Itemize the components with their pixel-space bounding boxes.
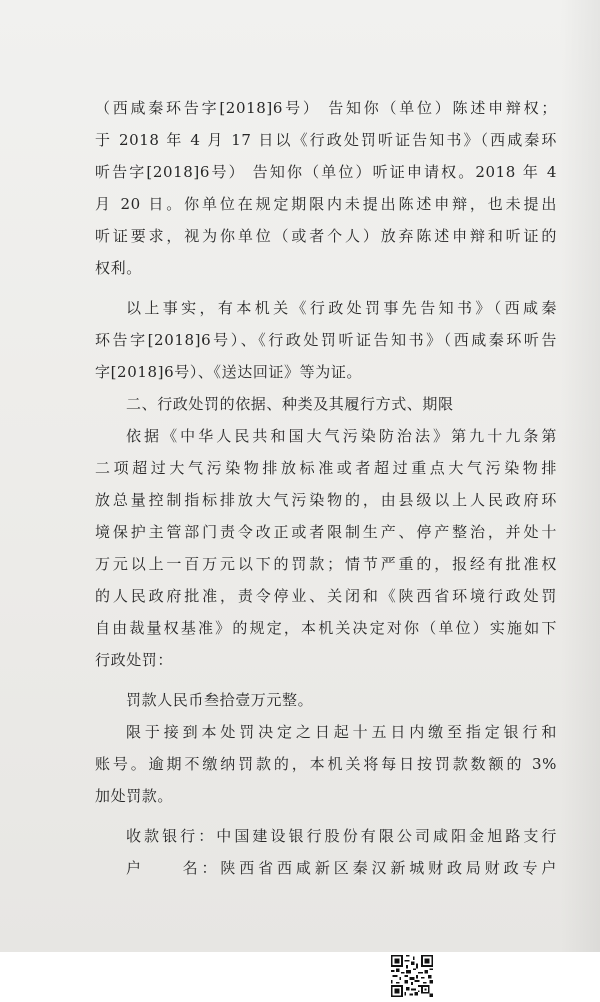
paragraph-line: 万元以上一百万元以下的罚款；情节严重的，报经有批准权 [95, 555, 557, 573]
account-name: 户 名：陕西省西咸新区秦汉新城财政局财政专户 [126, 859, 557, 877]
document-body [95, 92, 557, 884]
paragraph-line: 环告字[2018]6号）、《行政处罚听证告知书》（西咸秦环听告 [95, 331, 557, 349]
paragraph-line: 字[2018]6号）、《送达回证》等为证。 [95, 363, 363, 381]
paragraph-line: 权利。 [95, 259, 142, 277]
paragraph-line: 境保护主管部门责令改正或者限制生产、停产整治，并处十 [95, 523, 557, 541]
paragraph-line: 于 2018 年 4 月 17 日以《行政处罚听证告知书》（西咸秦环 [95, 131, 557, 149]
paragraph-line: 二项超过大气污染物排放标准或者超过重点大气污染物排 [95, 459, 557, 477]
paragraph-line: 的人民政府批准，责令停业、关闭和《陕西省环境行政处罚 [95, 587, 557, 605]
paragraph-line: 依据《中华人民共和国大气污染防治法》第九十九条第 [126, 427, 557, 445]
paragraph-line: 放总量控制指标排放大气污染物的，由县级以上人民政府环 [95, 491, 557, 509]
section-heading: 二、行政处罚的依据、种类及其履行方式、期限 [126, 395, 454, 413]
paragraph-line: 账号。逾期不缴纳罚款的，本机关将每日按罚款数额的 3% [95, 755, 557, 773]
bank-name: 收款银行：中国建设银行股份有限公司咸阳金旭路支行 [126, 827, 557, 845]
bottom-margin [0, 952, 600, 1002]
paragraph-line: 听证要求，视为你单位（或者个人）放弃陈述申辩和听证的 [95, 227, 557, 245]
paragraph-line: 听告字[2018]6号） 告知你（单位）听证申请权。2018 年 4 [95, 163, 557, 181]
paragraph-line: （西咸秦环告字[2018]6号） 告知你（单位）陈述申辩权； [95, 99, 557, 117]
paragraph-line: 限于接到本处罚决定之日起十五日内缴至指定银行和 [126, 723, 557, 741]
paragraph-line: 加处罚款。 [95, 787, 174, 805]
paragraph-line: 行政处罚： [95, 651, 174, 669]
paragraph-line: 以上事实，有本机关《行政处罚事先告知书》（西咸秦 [126, 299, 557, 317]
penalty-amount: 罚款人民币叁拾壹万元整。 [126, 691, 314, 709]
paragraph-line: 自由裁量权基准》的规定，本机关决定对你（单位）实施如下 [95, 619, 557, 637]
paragraph-line: 月 20 日。你单位在规定期限内未提出陈述申辩，也未提出 [95, 195, 557, 213]
qr-code-icon [391, 955, 433, 997]
